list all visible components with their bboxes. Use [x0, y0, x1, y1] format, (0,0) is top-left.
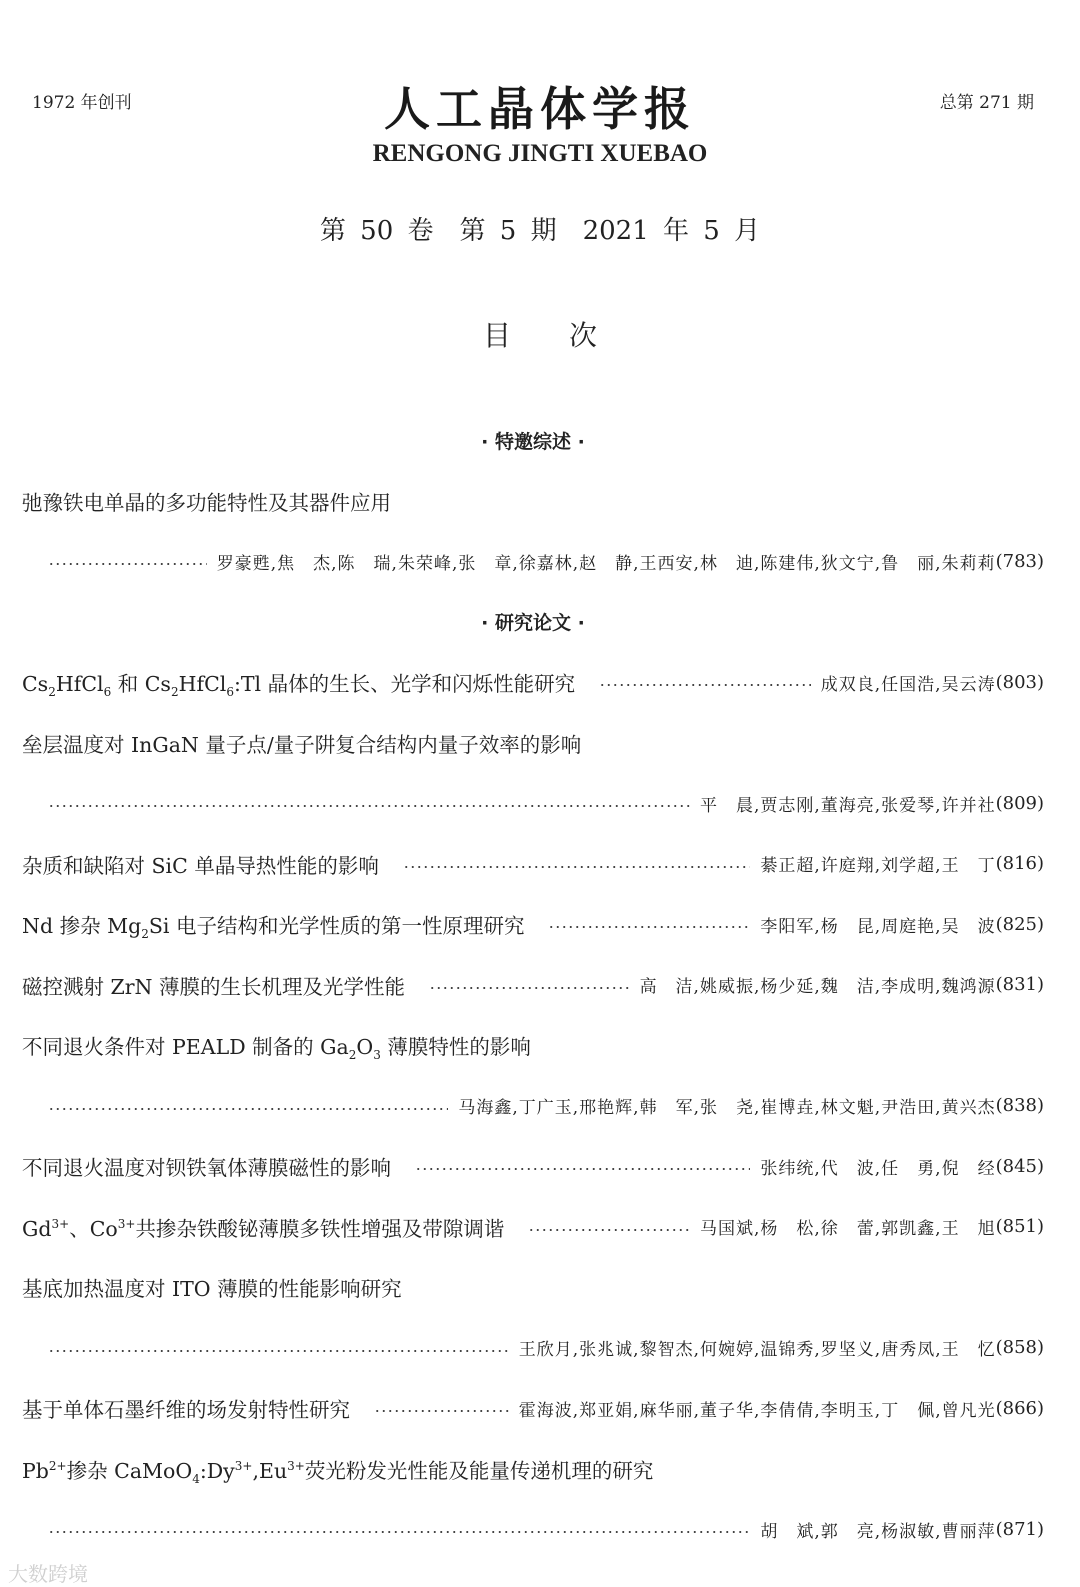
subscript: 6	[103, 685, 112, 700]
toc-entry-authors-line	[22, 1318, 1044, 1379]
article-authors: 綦正超,许庭翔,刘学超,王 丁	[760, 856, 996, 877]
dot-leader	[48, 1107, 448, 1111]
title-text: Gd	[22, 1216, 52, 1241]
page-number: (831)	[995, 974, 1044, 996]
section-heading: · 研究论文 ·	[481, 612, 585, 635]
article-authors: 马国斌,杨 松,徐 蕾,郭凯鑫,王 旭	[699, 1219, 996, 1240]
toc-entry-authors-line	[22, 773, 1044, 834]
total-issue-number: 总第 271 期	[939, 93, 1034, 113]
page-number: (838)	[995, 1095, 1044, 1117]
subscript: 2	[48, 685, 56, 700]
superscript: 3+	[287, 1458, 305, 1473]
title-text: 荧光粉发光性能及能量传递机理的研究	[304, 1458, 654, 1483]
superscript: 2+	[48, 1458, 67, 1473]
dot-leader	[48, 1530, 750, 1534]
section-heading: · 特邀综述 ·	[481, 430, 585, 453]
article-title[interactable]	[22, 1212, 504, 1242]
subscript: 4	[192, 1471, 200, 1486]
toc-entry-title-line	[22, 1439, 1044, 1500]
title-text: HfCl	[55, 672, 104, 697]
title-text: 和 Cs	[111, 672, 171, 697]
toc-entry	[22, 894, 1044, 955]
title-text: 垒层温度对 InGaN 量子点/量子阱复合结构内量子效率的影响	[22, 732, 582, 757]
toc-entry-authors-line	[22, 1076, 1044, 1137]
title-text: Nd 掺杂 Mg	[22, 914, 142, 939]
article-title[interactable]	[22, 728, 581, 758]
toc-entry-title-line	[22, 471, 1044, 532]
article-title[interactable]	[22, 1454, 653, 1484]
title-text: Cs	[22, 672, 49, 697]
dot-leader	[548, 925, 750, 929]
title-text: 磁控溅射 ZrN 薄膜的生长机理及光学性能	[22, 974, 406, 999]
title-text: 、Co	[69, 1216, 118, 1241]
title-text: :Dy	[199, 1458, 235, 1483]
dot-leader	[415, 1167, 750, 1171]
dot-leader	[48, 562, 207, 566]
subscript: 2	[348, 1048, 357, 1063]
toc-entry-authors-line	[22, 531, 1044, 592]
toc-entry	[22, 652, 1044, 713]
dot-leader	[599, 683, 811, 687]
title-text: Si 电子结构和光学性质的第一性原理研究	[148, 914, 525, 939]
toc-title: 目次	[482, 319, 656, 352]
toc-entry	[22, 834, 1044, 895]
toc-entry	[22, 1197, 1044, 1258]
dot-leader	[48, 804, 690, 808]
page-number: (783)	[995, 550, 1044, 572]
page-number: (851)	[995, 1216, 1044, 1238]
dot-leader	[48, 1349, 509, 1353]
page-number: (871)	[995, 1518, 1044, 1540]
article-authors: 马海鑫,丁广玉,邢艳辉,韩 军,张 尧,崔博垚,林文魁,尹浩田,黄兴杰	[458, 1098, 996, 1119]
founded-year: 1972 年创刊	[32, 93, 132, 113]
title-text: 不同退火条件对 PEALD 制备的 Ga	[22, 1035, 349, 1060]
subscript: 3	[373, 1048, 381, 1063]
page-number: (816)	[995, 853, 1044, 875]
article-title[interactable]	[22, 667, 576, 700]
article-title[interactable]	[22, 1030, 531, 1063]
superscript: 3+	[117, 1216, 136, 1231]
dot-leader	[429, 986, 630, 990]
toc-entry	[22, 1136, 1044, 1197]
journal-pinyin: RENGONG JINGTI XUEBAO	[372, 140, 708, 167]
title-text: O	[356, 1035, 374, 1060]
page-number: (858)	[995, 1337, 1044, 1359]
page-number: (845)	[995, 1155, 1044, 1177]
toc-entry	[22, 1378, 1044, 1439]
dot-leader	[528, 1228, 690, 1232]
title-text: 弛豫铁电单晶的多功能特性及其器件应用	[22, 490, 391, 515]
title-text: 共掺杂铁酸铋薄膜多铁性增强及带隙调谐	[135, 1216, 505, 1241]
toc-entry-title-line	[22, 713, 1044, 774]
article-authors: 成双良,任国浩,吴云涛	[820, 674, 996, 695]
title-text: 杂质和缺陷对 SiC 单晶导热性能的影响	[22, 853, 379, 878]
article-title[interactable]	[22, 909, 525, 942]
article-authors: 霍海波,郑亚娟,麻华丽,董子华,李倩倩,李明玉,丁 佩,曾凡光	[518, 1400, 996, 1421]
article-title[interactable]	[22, 486, 391, 516]
title-text: 基于单体石墨纤维的场发射特性研究	[22, 1398, 350, 1423]
article-authors: 罗豪甦,焦 杰,陈 瑞,朱荣峰,张 章,徐嘉林,赵 静,王西安,林 迪,陈建伟,狄文宁,鲁 丽,朱莉莉	[216, 553, 996, 574]
toc-entry-title-line	[22, 1257, 1044, 1318]
title-text: HfCl	[178, 672, 227, 697]
article-authors: 张纬统,代 波,任 勇,倪 经	[760, 1158, 996, 1179]
title-text: 基底加热温度对 ITO 薄膜的性能影响研究	[22, 1277, 402, 1302]
toc-entry-authors-line	[22, 1499, 1044, 1560]
superscript: 3+	[51, 1216, 70, 1231]
article-authors: 王欣月,张兆诚,黎智杰,何婉婷,温锦秀,罗坚义,唐秀凤,王 忆	[518, 1340, 996, 1361]
volume-issue-date: 第 50 卷 第 5 期 2021 年 5 月	[319, 216, 761, 246]
article-title[interactable]	[22, 1272, 402, 1302]
dot-leader	[374, 1409, 509, 1413]
title-text: 不同退火温度对钡铁氧体薄膜磁性的影响	[22, 1156, 391, 1181]
superscript: 3+	[234, 1458, 253, 1473]
toc-entry-title-line	[22, 1015, 1044, 1076]
subscript: 2	[141, 927, 149, 942]
title-text: 薄膜特性的影响	[380, 1035, 531, 1060]
article-title[interactable]	[22, 1151, 391, 1181]
page-number: (803)	[995, 671, 1044, 693]
article-authors: 胡 斌,郭 亮,杨淑敏,曹丽萍	[760, 1521, 996, 1542]
article-authors: 平 晨,贾志刚,董海亮,张爱琴,许并社	[699, 795, 996, 816]
article-authors: 李阳军,杨 昆,周庭艳,吴 波	[760, 916, 996, 937]
article-title[interactable]	[22, 1393, 350, 1423]
title-text: :Tl 晶体的生长、光学和闪烁性能研究	[233, 672, 576, 697]
toc-entry	[22, 955, 1044, 1016]
article-title[interactable]	[22, 970, 405, 1000]
subscript: 2	[170, 685, 179, 700]
subscript: 6	[226, 685, 234, 700]
dot-leader	[403, 865, 751, 869]
page-number: (866)	[995, 1397, 1044, 1419]
title-text: 掺杂 CaMoO	[66, 1458, 193, 1483]
article-title[interactable]	[22, 849, 379, 879]
page-number: (809)	[995, 792, 1044, 814]
page-number: (825)	[995, 913, 1044, 935]
journal-logo: 人工晶体学报	[384, 82, 696, 136]
title-text: ,Eu	[252, 1458, 288, 1483]
watermark: 大数跨境	[8, 1562, 88, 1586]
table-of-contents	[22, 410, 1044, 1560]
article-authors: 高 洁,姚威振,杨少延,魏 洁,李成明,魏鸿源	[639, 977, 996, 998]
title-text: Pb	[22, 1458, 49, 1483]
